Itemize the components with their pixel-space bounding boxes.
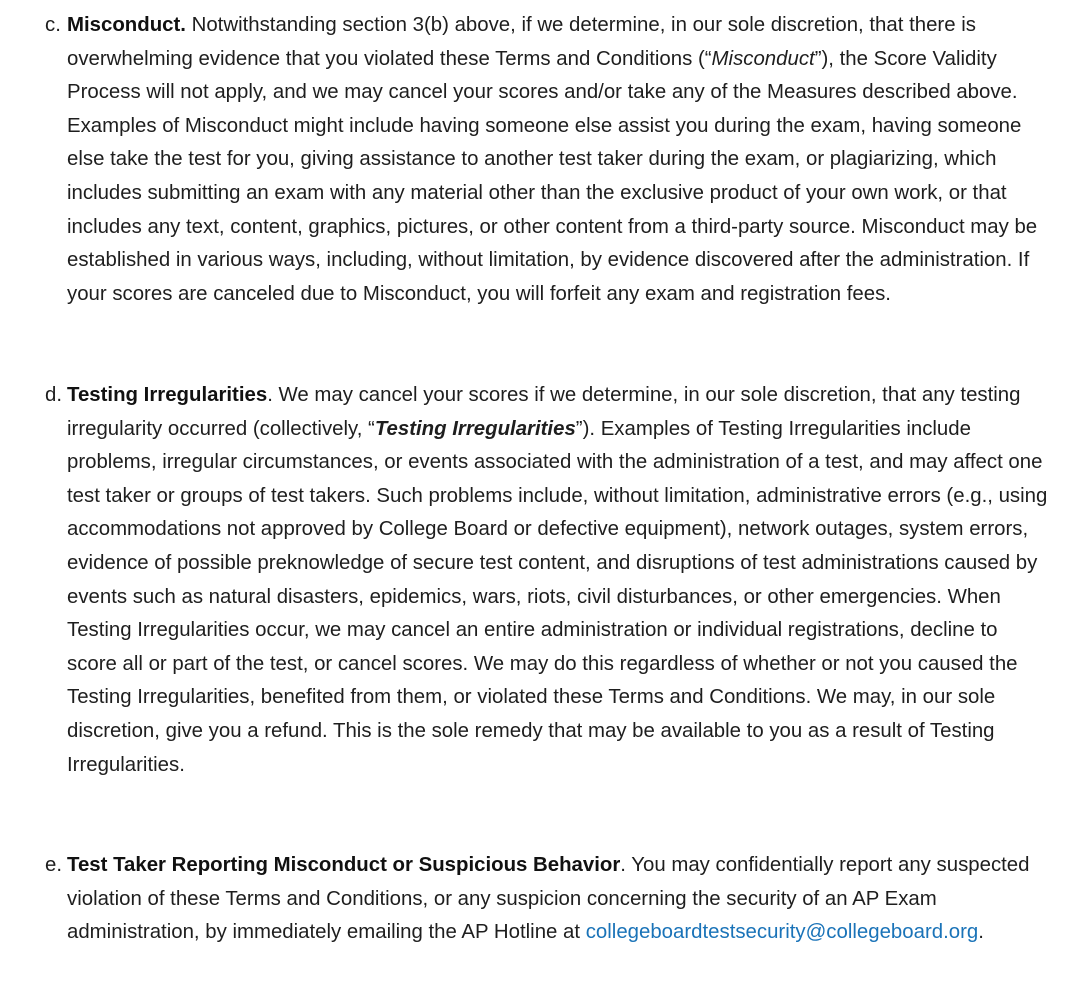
list-marker: c.: [45, 14, 61, 36]
list-marker: e.: [45, 854, 63, 876]
section-text: Notwithstanding section 3(b) above, if we determine, in our sole discretion, that there is overwhelming evidence that you violated these Terms and Conditions (“: [67, 14, 976, 70]
section-heading: Misconduct.: [67, 14, 186, 36]
list-marker: d.: [45, 384, 63, 406]
defined-term: Testing Irregularities: [374, 417, 576, 440]
section-heading: Test Taker Reporting Misconduct or Suspicious Behavior: [67, 854, 621, 876]
section-d-testing-irregularities: [45, 379, 1052, 782]
section-text: ”). Examples of Testing Irregularities include problems, irregular circumstances, or events associated with the administration of a test, and may affect one test taker or groups of test takers. Such problems include, without limitation, administrative errors (e.g., using accommodations not approved by College Board or defective equipment), network outages, system errors, evidence of possible preknowledge of secure test content, and disruptions of test administrations caused by events such as natural disasters, epidemics, wars, riots, civil disturbances, or other emergencies. When Testing Irregularities occur, we may cancel an entire administration or individual registrations, decline to score all or part of the test, or cancel scores. We may do this regardless of whether or not you caused the Testing Irregularities, benefited from them, or violated these Terms and Conditions. We may, in our sole discretion, give you a refund. This is the sole remedy that may be available to you as a result of Testing Irregularities.: [67, 417, 1048, 776]
section-text: . We may cancel your scores if we determine, in our sole discretion, that any testing irregularity occurred (collectively, “: [67, 384, 1021, 440]
hotline-email-link[interactable]: collegeboardtestsecurity@collegeboard.org: [585, 921, 979, 944]
section-heading: Testing Irregularities: [67, 384, 268, 406]
section-text: .: [978, 921, 984, 944]
defined-term: Misconduct: [711, 47, 815, 70]
section-text: . You may confidentially report any suspected violation of these Terms and Conditions, or any suspicion concerning the security of an AP Exam administration, by immediately emailing the AP Hotline at: [67, 854, 1030, 944]
section-c-misconduct: [45, 9, 1052, 311]
section-text: ”), the Score Validity Process will not apply, and we may cancel your scores and/or take any of the Measures described above. Examples of Misconduct might include having someone else assist you during the exam, having someone else take the test for you, giving assistance to another test taker during the exam, or plagiarizing, which includes submitting an exam with any material other than the exclusive product of your own work, or that includes any text, content, graphics, pictures, or other content from a third-party source. Misconduct may be established in various ways, including, without limitation, by evidence discovered after the administration. If your scores are canceled due to Misconduct, you will forfeit any exam and registration fees.: [67, 47, 1038, 305]
section-e-reporting-misconduct: [45, 849, 1052, 950]
